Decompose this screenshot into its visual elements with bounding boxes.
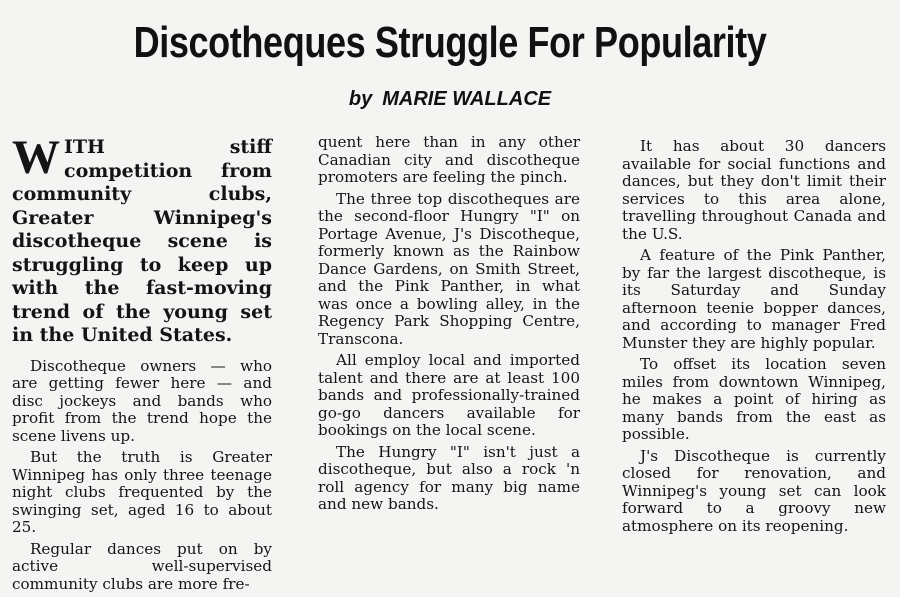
headline: Discotheques Struggle For Popularity <box>133 18 767 67</box>
paragraph: The three top discotheques are the second-floor Hungry "I" on Portage Avenue, J's Discotheque, formerly known as the Rainbow Dance Gardens, on Smith Street, and the Pink Panther, in what was once a bowling alley, in the Regency Park Shopping Centre, Transcona. <box>318 189 580 348</box>
lead-text: ITH stiff competition from community clubs, Greater Winnipeg's discotheque scene is struggling to keep up with the fast-moving trend of the young set in the United States. <box>12 136 272 346</box>
paragraph: All employ local and imported talent and there are at least 100 bands and professionally-trained go-go dancers available for bookings on the local scene. <box>318 351 580 439</box>
paragraph: To offset its location seven miles from downtown Winnipeg, he makes a point of hiring as many bands from the east as possible. <box>622 355 886 443</box>
lead-paragraph <box>12 131 272 348</box>
paragraph: But the truth is Greater Winnipeg has only three teenage night clubs frequented by the swinging set, aged 16 to about 25. <box>12 448 272 536</box>
byline-author: MARIE WALLACE <box>382 88 552 110</box>
column-1 <box>12 131 272 597</box>
paragraph: A feature of the Pink Panther, by far the largest discotheque, is its Saturday and Sunday afternoon teenie bopper dances, and according to manager Fred Munster they are highly popular. <box>622 246 886 352</box>
drop-cap: W <box>12 131 60 184</box>
paragraph: The Hungry "I" isn't just a discotheque, but also a rock 'n roll agency for many big name and new bands. <box>318 442 580 513</box>
byline-prefix: by <box>348 88 373 110</box>
paragraph: It has about 30 dancers available for social functions and dances, but they don't limit their services to this area alone, travelling throughout Canada and the U.S. <box>622 137 886 243</box>
paragraph: Discotheque owners — who are getting fewer here — and disc jockeys and bands who profit from the trend hope the scene livens up. <box>12 356 272 445</box>
paragraph: quent here than in any other Canadian city and discotheque promoters are feeling the pinch. <box>318 133 580 186</box>
byline <box>0 88 900 111</box>
column-2 <box>318 134 580 518</box>
paragraph: J's Discotheque is currently closed for renovation, and Winnipeg's young set can look forward to a groovy new atmosphere on its reopening. <box>622 446 886 535</box>
paragraph: Regular dances put on by active well-supervised community clubs are more fre- <box>12 539 272 593</box>
column-3 <box>622 138 886 539</box>
